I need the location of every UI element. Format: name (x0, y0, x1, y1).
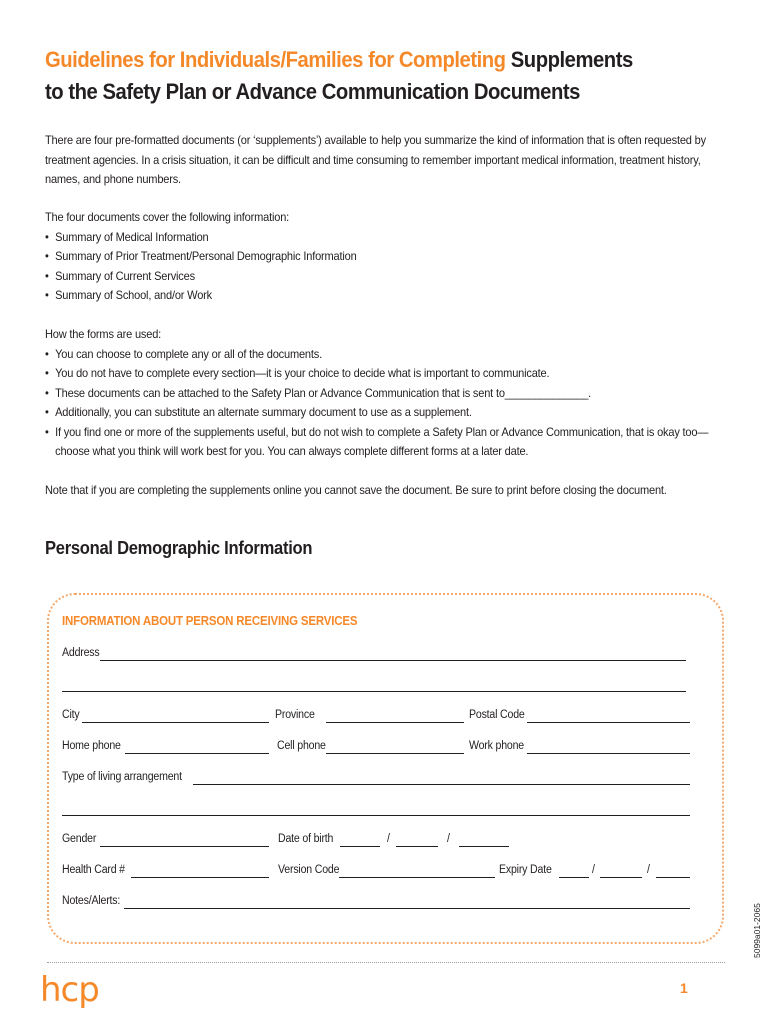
phone-row (62, 740, 692, 758)
title-highlight: Guidelines for Individuals/Families for Completing (45, 47, 511, 72)
list-item: • Summary of School, and/or Work (45, 286, 726, 306)
notes-row (62, 895, 692, 913)
form-container (47, 593, 724, 944)
living-arrangement-label: Type of living arrangement (62, 771, 182, 783)
expiry-month-field[interactable] (559, 877, 589, 878)
list-item: • You can choose to complete any or all of the documents. (45, 345, 726, 365)
health-card-label: Health Card # (62, 864, 125, 876)
city-field[interactable] (82, 722, 269, 723)
province-field[interactable] (326, 722, 464, 723)
city-label: City (62, 709, 80, 721)
address-label: Address (62, 647, 100, 659)
living-arrangement-row-2 (62, 802, 692, 820)
list-item: • These documents can be attached to the Safety Plan or Advance Communication that is sent to______________. (45, 384, 726, 404)
list-item: • Summary of Prior Treatment/Personal Demographic Information (45, 247, 726, 267)
living-arrangement-field-line-2[interactable] (62, 815, 690, 816)
page-title (45, 44, 726, 108)
notes-field[interactable] (124, 908, 690, 909)
expiry-date-label: Expiry Date (499, 864, 552, 876)
title-part-2: to the Safety Plan or Advance Communication Documents (45, 79, 580, 104)
version-code-label: Version Code (278, 864, 340, 876)
version-code-field[interactable] (339, 877, 495, 878)
work-phone-field[interactable] (527, 753, 690, 754)
dob-month-field[interactable] (396, 846, 438, 847)
documents-list-block (45, 208, 726, 306)
documents-list (45, 228, 726, 306)
list-item: • Additionally, you can substitute an alternate summary document to use as a supplement. (45, 403, 726, 423)
list-item: • You do not have to complete every section—it is your choice to decide what is important to communicate. (45, 364, 726, 384)
page-number: 1 (680, 980, 688, 996)
address-field-line-2[interactable] (62, 691, 686, 692)
notes-label: Notes/Alerts: (62, 895, 121, 907)
address-row (62, 647, 692, 665)
expiry-separator: / (647, 864, 650, 876)
gender-label: Gender (62, 833, 97, 845)
form-title: INFORMATION ABOUT PERSON RECEIVING SERVICES (62, 614, 358, 628)
title-part-1: Supplements (510, 47, 633, 72)
cell-phone-label: Cell phone (277, 740, 326, 752)
gender-dob-row (62, 833, 692, 851)
postal-code-label: Postal Code (469, 709, 525, 721)
expiry-day-field[interactable] (600, 877, 642, 878)
expiry-separator: / (592, 864, 595, 876)
footer-divider (47, 962, 725, 963)
section-heading: Personal Demographic Information (45, 538, 313, 558)
list-item: • Summary of Medical Information (45, 228, 726, 248)
health-card-field[interactable] (131, 877, 269, 878)
usage-list-block (45, 325, 726, 462)
work-phone-label: Work phone (469, 740, 525, 752)
intro-paragraph-block (45, 131, 726, 190)
list-item: • Summary of Current Services (45, 267, 726, 287)
address-field[interactable] (100, 660, 686, 661)
province-label: Province (275, 709, 315, 721)
living-arrangement-field[interactable] (193, 784, 690, 785)
date-of-birth-label: Date of birth (278, 833, 334, 845)
city-row (62, 709, 692, 727)
dob-year-field[interactable] (459, 846, 509, 847)
dob-separator: / (387, 833, 390, 845)
documents-list-heading: The four documents cover the following information: (45, 210, 290, 224)
living-arrangement-row (62, 771, 692, 789)
dob-separator: / (447, 833, 450, 845)
postal-code-field[interactable] (527, 722, 690, 723)
health-card-row (62, 864, 692, 882)
note-block (45, 481, 726, 501)
address-row-2 (62, 678, 692, 696)
home-phone-label: Home phone (62, 740, 121, 752)
document-code: 5099a01-2065 (752, 903, 762, 958)
list-item: • If you find one or more of the supplements useful, but do not wish to complete a Safety Plan or Advance Communication, that is okay too—choose what you think will work best for you. You can always complete different forms at a later date. (45, 423, 726, 462)
cell-phone-field[interactable] (326, 753, 464, 754)
note-text: Note that if you are completing the supplements online you cannot save the document. Be sure to print before closing the document. (45, 483, 667, 497)
dob-day-field[interactable] (340, 846, 380, 847)
gender-field[interactable] (100, 846, 269, 847)
intro-paragraph: There are four pre-formatted documents (or ‘supplements’) available to help you summarize the kind of information that is often requested by treatment agencies. In a crisis situation, it can be difficult and time consuming to remember important medical information, treatment history, names, and phone numbers. (45, 133, 706, 186)
home-phone-field[interactable] (125, 753, 269, 754)
expiry-year-field[interactable] (656, 877, 690, 878)
usage-list (45, 345, 726, 462)
hcp-logo: hcp (40, 970, 99, 1010)
usage-list-heading: How the forms are used: (45, 327, 162, 341)
